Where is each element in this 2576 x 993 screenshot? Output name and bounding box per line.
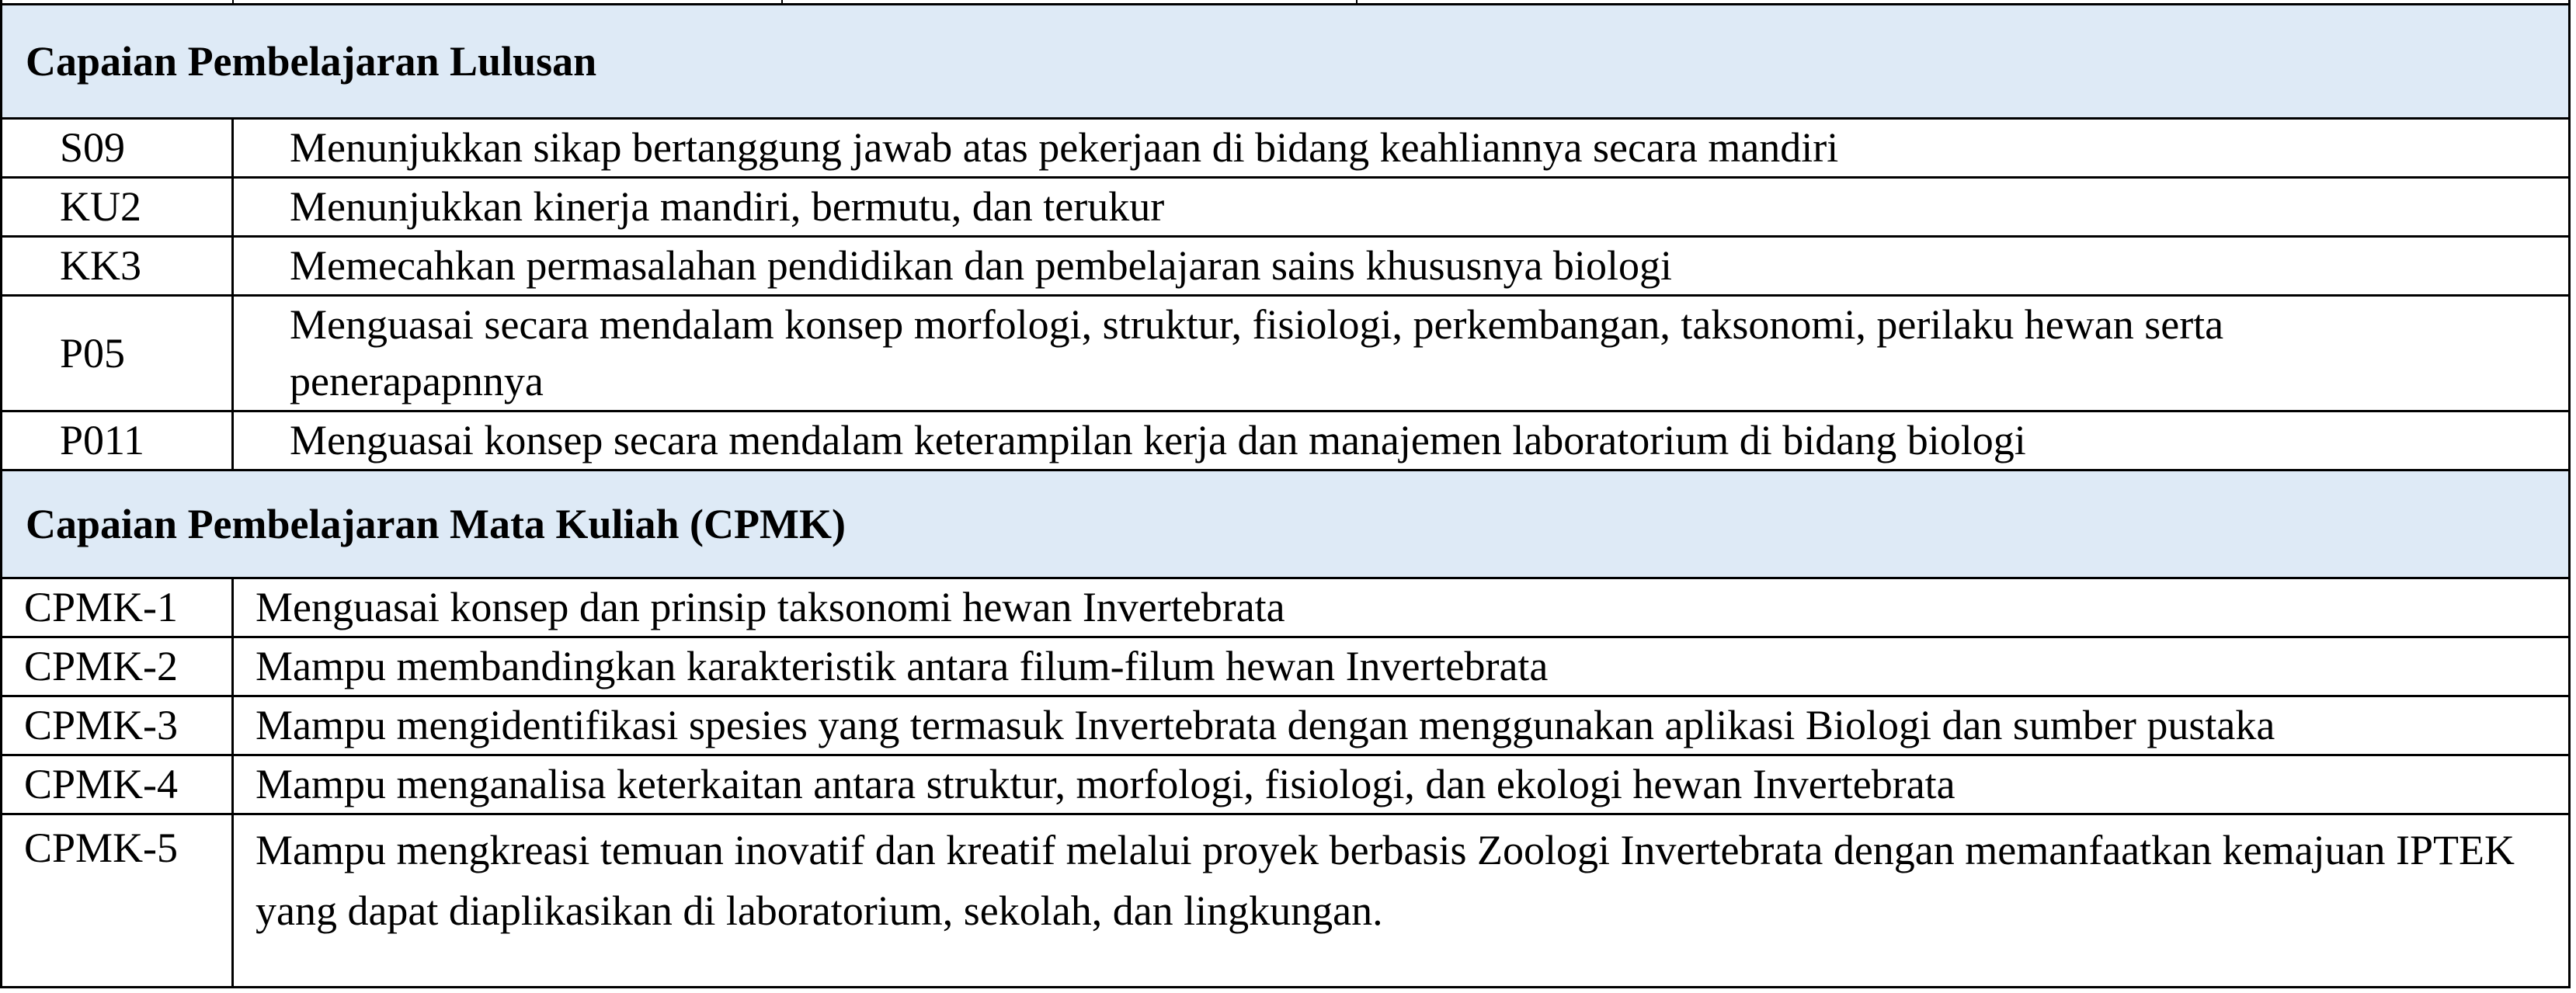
learning-outcomes-table (0, 3, 2571, 988)
table-row (2, 696, 2570, 755)
outcome-description: Menunjukkan sikap bertanggung jawab atas pekerjaan di bidang keahliannya secara mandiri (233, 119, 2570, 178)
cpmk-code: CPMK-1 (2, 578, 233, 637)
outcome-description: Memecahkan permasalahan pendidikan dan pembelajaran sains khususnya biologi (233, 237, 2570, 296)
table-row (2, 637, 2570, 696)
outcome-code: P05 (2, 296, 233, 411)
outcome-code: S09 (2, 119, 233, 178)
outcome-description: Menguasai secara mendalam konsep morfologi, struktur, fisiologi, perkembangan, taksonomi, perilaku hewan serta penerapapnnya (233, 296, 2570, 411)
outcome-code: KU2 (2, 178, 233, 237)
section-title: Capaian Pembelajaran Mata Kuliah (CPMK) (2, 470, 2570, 578)
table-row (2, 814, 2570, 988)
cpmk-code: CPMK-4 (2, 755, 233, 814)
section-header-cpmk (2, 470, 2570, 578)
table-row (2, 119, 2570, 178)
table-row (2, 296, 2570, 411)
cpmk-code: CPMK-3 (2, 696, 233, 755)
outcome-code: P011 (2, 411, 233, 470)
outcome-description: Menunjukkan kinerja mandiri, bermutu, dan terukur (233, 178, 2570, 237)
cpmk-code: CPMK-2 (2, 637, 233, 696)
cpmk-description: Mampu mengidentifikasi spesies yang termasuk Invertebrata dengan menggunakan aplikasi Biologi dan sumber pustaka (233, 696, 2570, 755)
table-row (2, 178, 2570, 237)
outcome-code: KK3 (2, 237, 233, 296)
table-row (2, 237, 2570, 296)
table-row (2, 411, 2570, 470)
table-row (2, 755, 2570, 814)
cpmk-description: Mampu mengkreasi temuan inovatif dan kreatif melalui proyek berbasis Zoologi Invertebrata dengan memanfaatkan kemajuan IPTEK yang dapat diaplikasikan di laboratorium, sekolah, dan lingkungan. (233, 814, 2570, 988)
cpmk-description: Menguasai konsep dan prinsip taksonomi hewan Invertebrata (233, 578, 2570, 637)
cpmk-description: Mampu menganalisa keterkaitan antara struktur, morfologi, fisiologi, dan ekologi hewan Invertebrata (233, 755, 2570, 814)
cpmk-code: CPMK-5 (2, 814, 233, 988)
table-row (2, 578, 2570, 637)
cpmk-description: Mampu membandingkan karakteristik antara filum-filum hewan Invertebrata (233, 637, 2570, 696)
section-title: Capaian Pembelajaran Lulusan (2, 5, 2570, 119)
section-header-cpl (2, 5, 2570, 119)
outcome-description: Menguasai konsep secara mendalam keterampilan kerja dan manajemen laboratorium di bidang biologi (233, 411, 2570, 470)
